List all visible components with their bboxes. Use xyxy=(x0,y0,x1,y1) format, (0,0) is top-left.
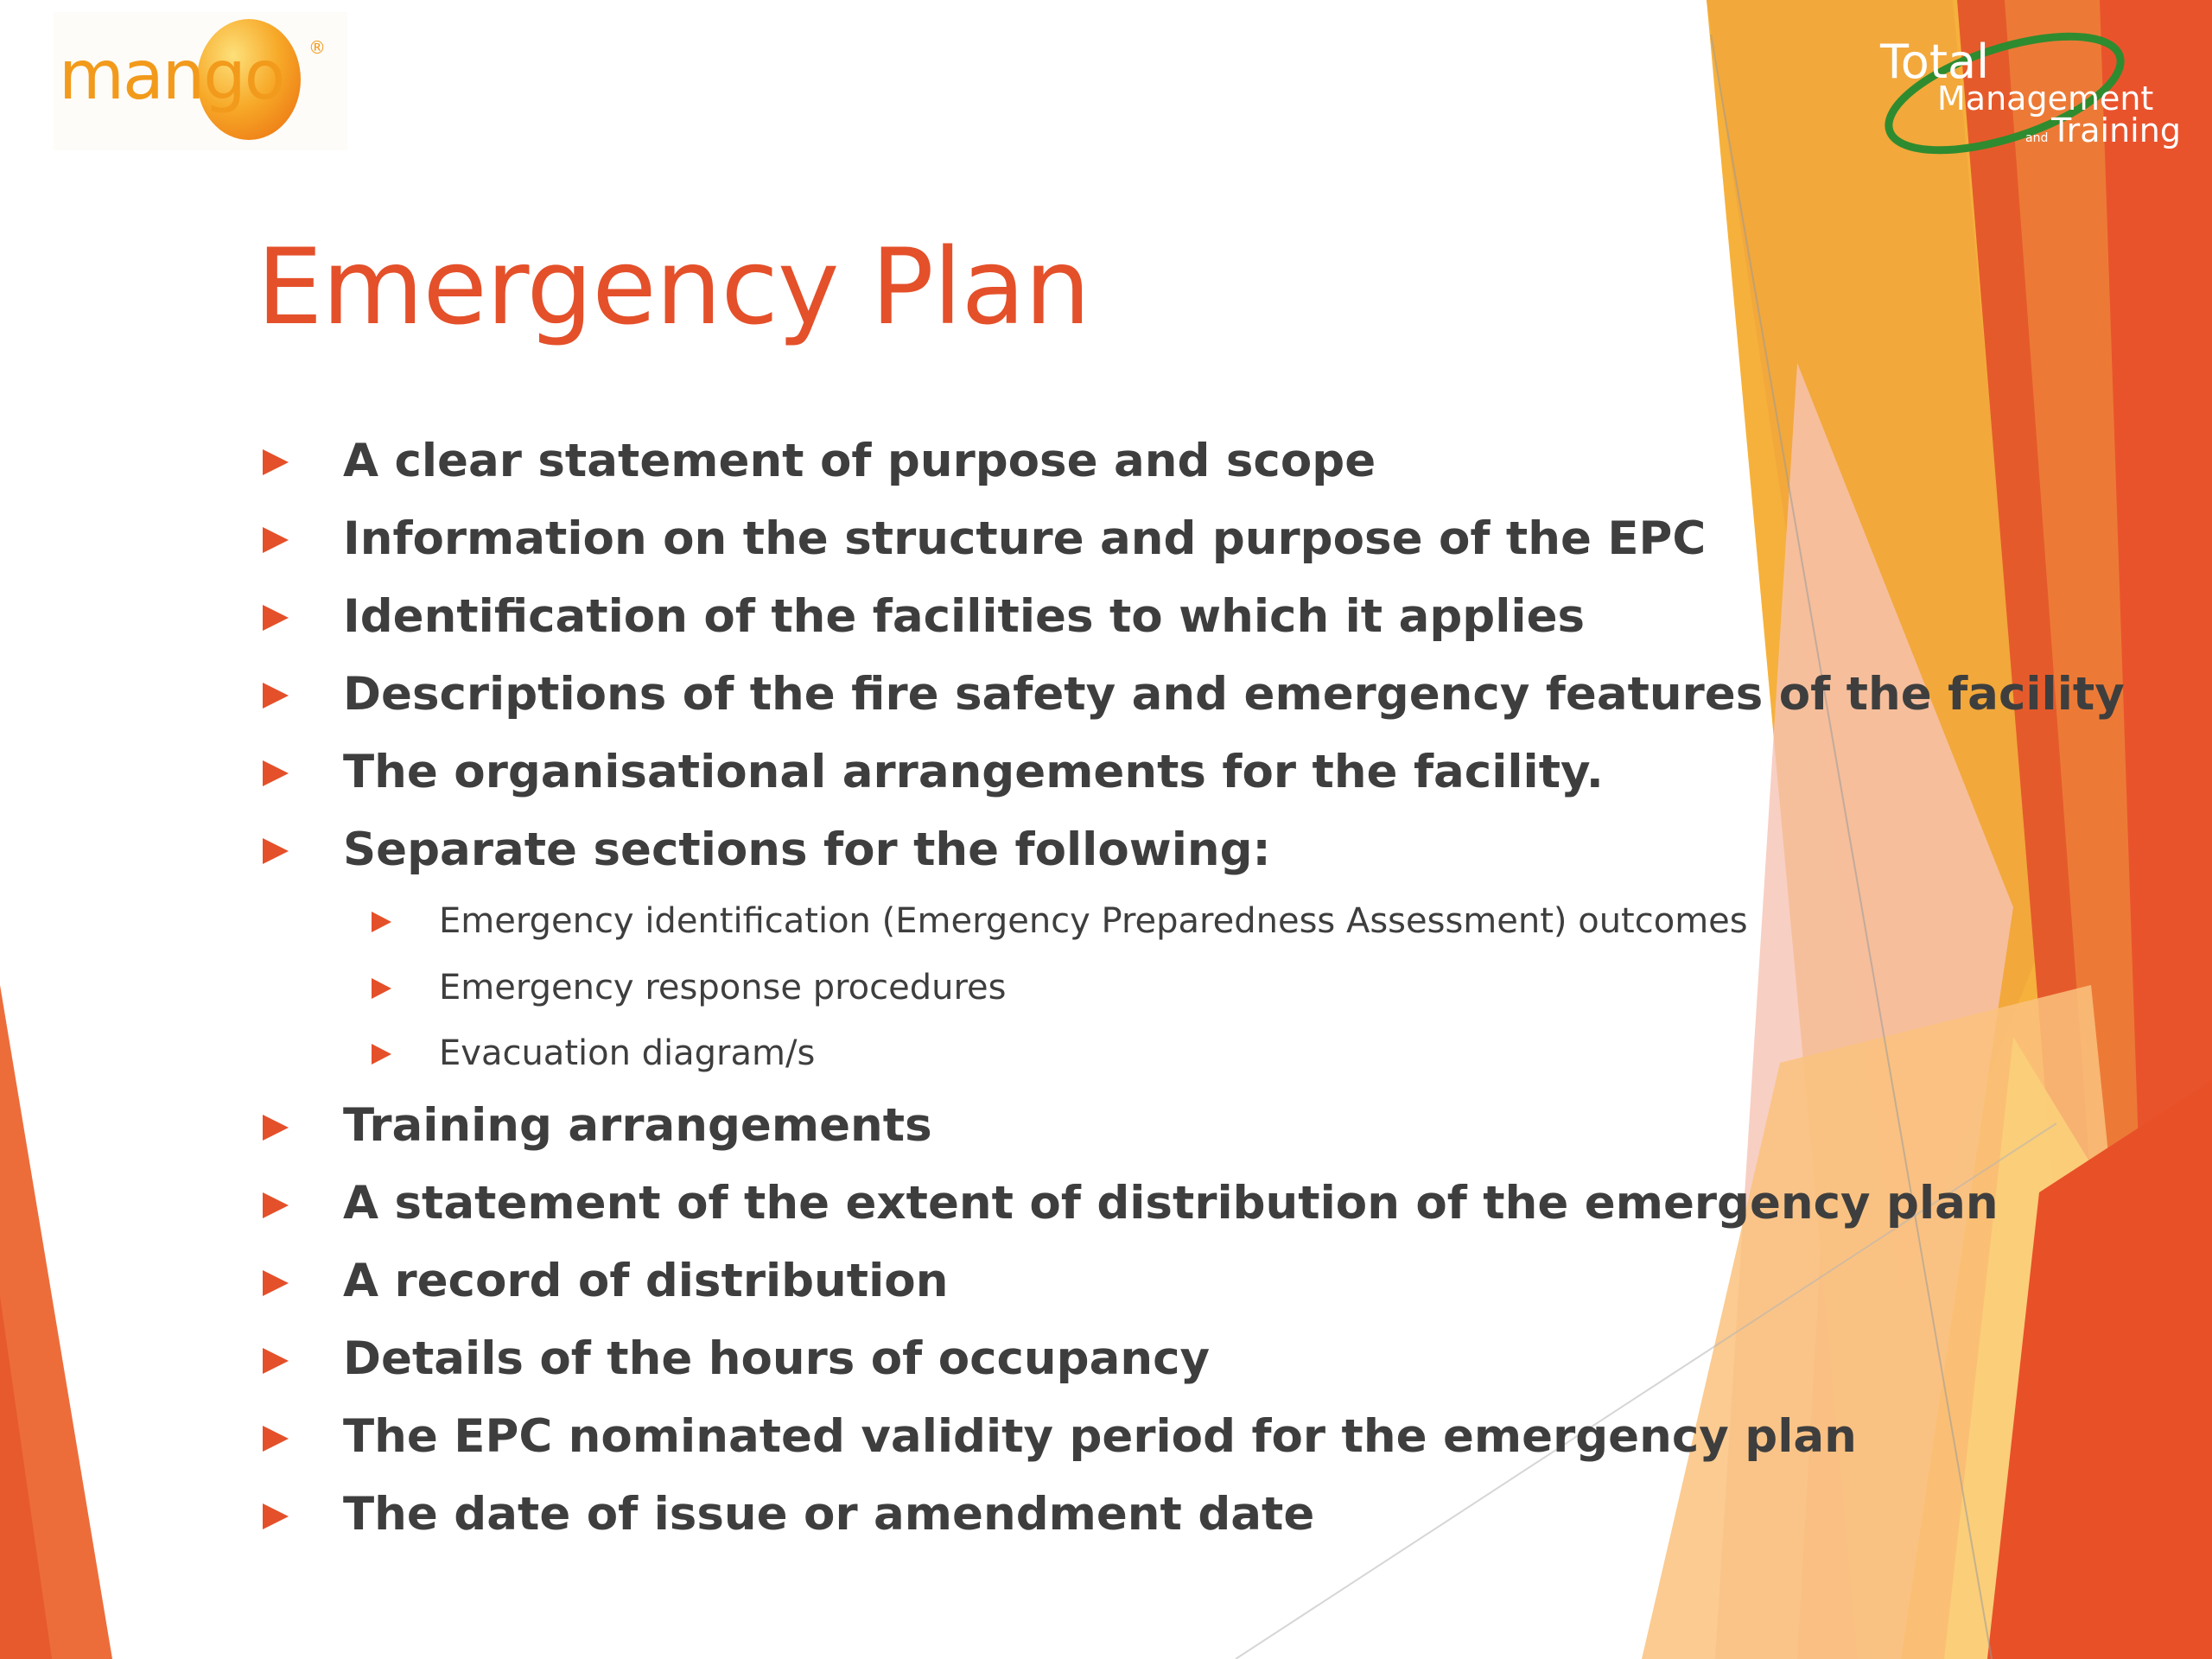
sub-bullet-arrow-icon xyxy=(372,978,391,999)
mango-registered-mark: ® xyxy=(308,37,326,58)
bullet-arrow-icon xyxy=(263,1115,289,1141)
bullet-item xyxy=(259,1320,1987,1398)
bullet-arrow-icon xyxy=(263,605,289,631)
bullet-text: Details of the hours of occupancy xyxy=(343,1332,1211,1385)
bullet-text: The EPC nominated validity period for the emergency plan xyxy=(343,1410,1857,1463)
bullet-item xyxy=(259,655,2125,733)
bullet-item xyxy=(259,810,1987,888)
bullet-text: A clear statement of purpose and scope xyxy=(343,434,1376,487)
bullet-item xyxy=(259,1243,1987,1320)
sub-bullet-text: Evacuation diagram/s xyxy=(439,1033,816,1074)
bullet-item xyxy=(259,577,1987,655)
sub-bullet-item xyxy=(259,1020,1987,1087)
bullet-arrow-icon xyxy=(263,838,289,864)
slide-title: Emergency Plan xyxy=(257,226,1090,348)
sub-bullet-text: Emergency response procedures xyxy=(439,967,1007,1007)
bullet-item xyxy=(259,422,1987,499)
bullet-item xyxy=(259,1476,1987,1554)
total-management-training-logo xyxy=(1866,26,2203,173)
bullet-arrow-icon xyxy=(263,683,289,709)
bullet-arrow-icon xyxy=(263,527,289,553)
sub-bullet-item xyxy=(259,888,1987,955)
tmt-logo-and: and xyxy=(2025,131,2049,145)
sub-bullet-item xyxy=(259,955,1987,1021)
tmt-logo-training: Training xyxy=(2051,111,2181,149)
sub-bullet-arrow-icon xyxy=(372,1044,391,1065)
bullet-arrow-icon xyxy=(263,1503,289,1529)
bullet-item xyxy=(259,1398,1987,1476)
bullet-text: Identification of the facilities to which it applies xyxy=(343,589,1586,643)
bullet-text: The date of issue or amendment date xyxy=(343,1488,1315,1541)
tmt-logo-total: Total xyxy=(1880,35,1990,89)
bullet-text: Descriptions of the fire safety and emergency features of the facility xyxy=(343,667,2125,721)
bullet-text: The organisational arrangements for the facility. xyxy=(343,745,1604,798)
mango-logo-text: mango xyxy=(59,37,284,115)
bullet-list xyxy=(259,422,2125,1554)
bullet-arrow-icon xyxy=(263,1270,289,1296)
bullet-text: A statement of the extent of distribution of the emergency plan xyxy=(343,1177,1999,1230)
bullet-text: Training arrangements xyxy=(343,1099,932,1152)
bullet-text: A record of distribution xyxy=(343,1255,949,1307)
bullet-arrow-icon xyxy=(263,1426,289,1452)
bullet-text: Separate sections for the following: xyxy=(343,823,1271,876)
bullet-item xyxy=(259,1087,1987,1165)
bullet-text: Information on the structure and purpose of the EPC xyxy=(343,512,1707,565)
bullet-arrow-icon xyxy=(263,1192,289,1218)
mango-logo xyxy=(54,12,347,150)
tmt-logo-management: Management xyxy=(1937,79,2154,118)
sub-bullet-text: Emergency identification (Emergency Preparedness Assessment) outcomes xyxy=(439,901,1748,942)
bullet-item xyxy=(259,1165,1999,1243)
bullet-arrow-icon xyxy=(263,760,289,786)
sub-bullet-arrow-icon xyxy=(372,912,391,932)
bullet-arrow-icon xyxy=(263,449,289,475)
bullet-item xyxy=(259,499,1987,577)
bullet-item xyxy=(259,733,1987,810)
bullet-arrow-icon xyxy=(263,1348,289,1374)
